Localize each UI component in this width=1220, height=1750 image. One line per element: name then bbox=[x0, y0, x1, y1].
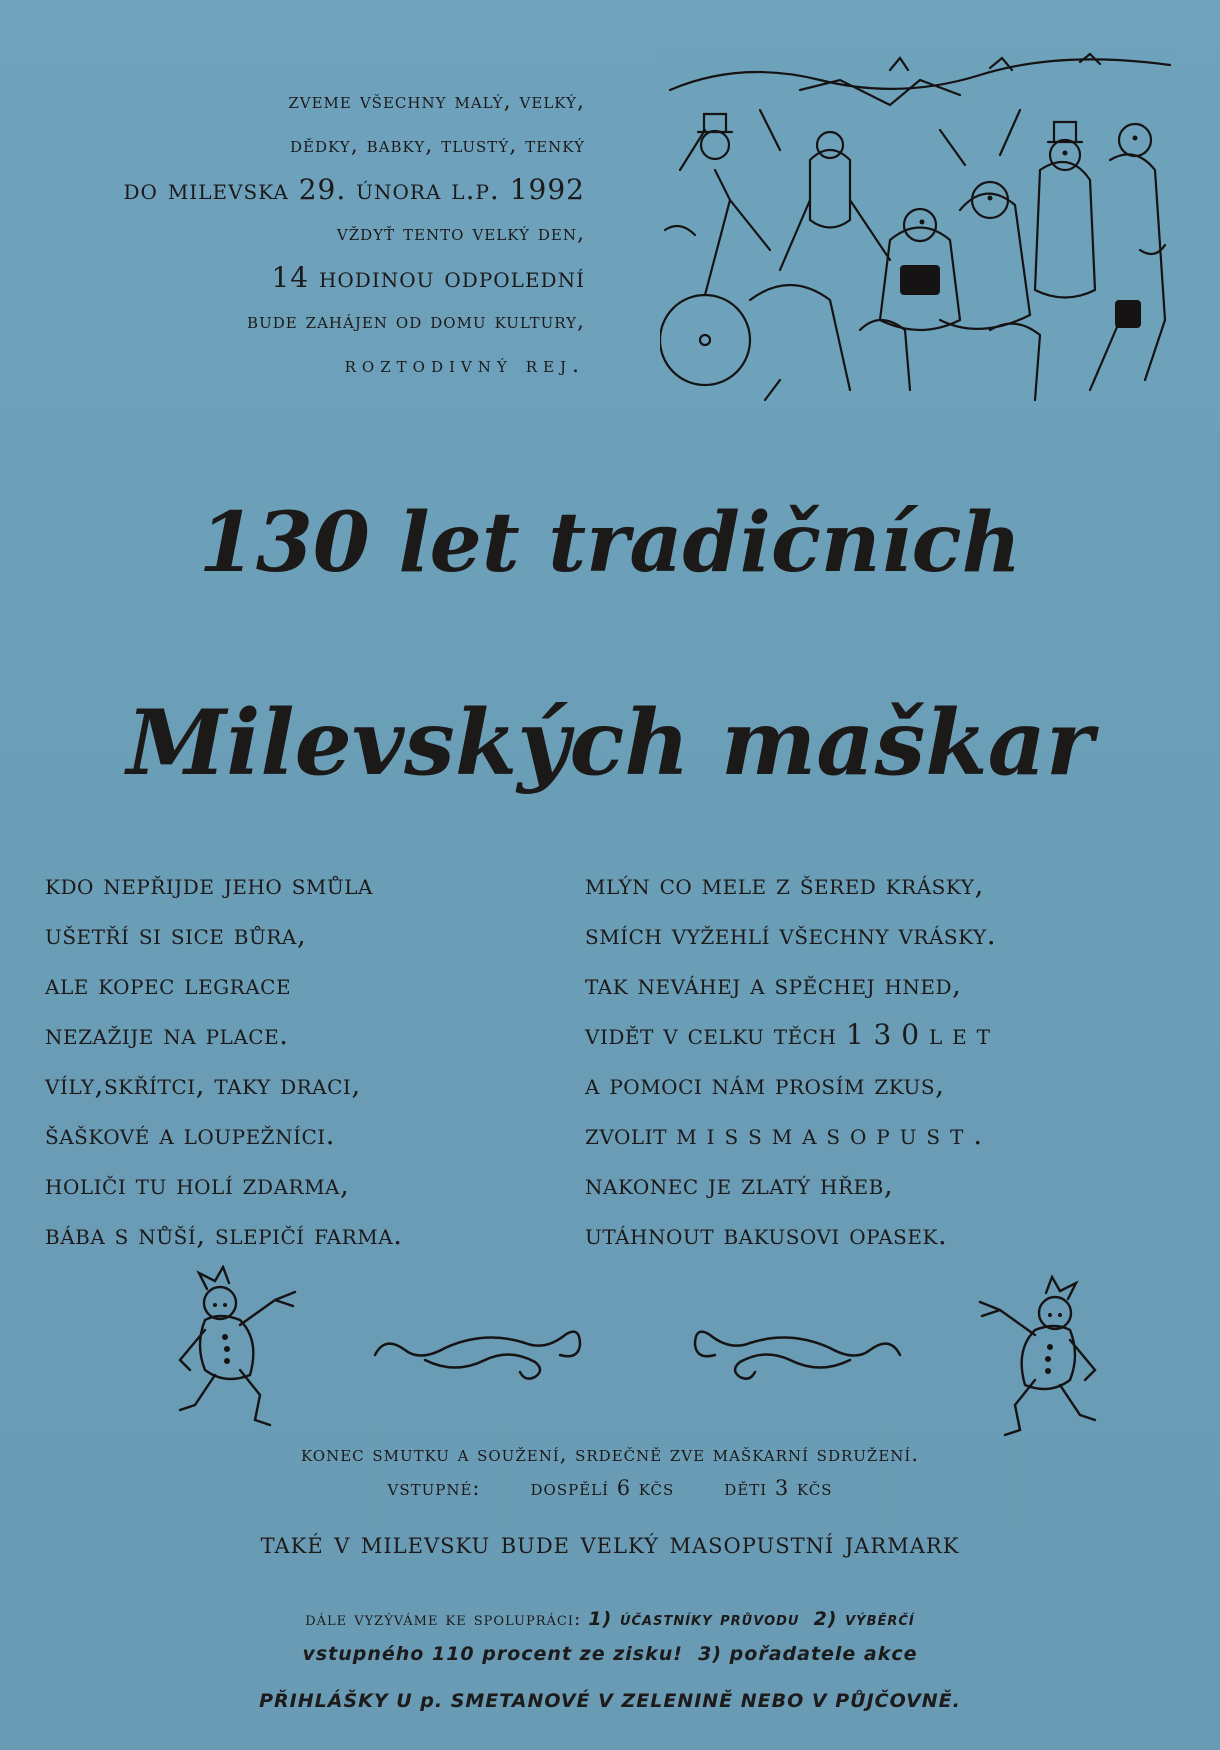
intro-line-6: bude zahájen od domu kultury, bbox=[247, 309, 585, 334]
intro-line-5: 14 hodinou odpolední bbox=[271, 261, 585, 294]
admission-label: vstupné: bbox=[387, 1476, 481, 1500]
intro-line-3: do milevska 29. února l.p. 1992 bbox=[123, 173, 585, 206]
verse-line: zvolit m i s s m a s o p u s t . bbox=[585, 1118, 983, 1151]
verse-line: vidět v celku těch 1 3 0 l e t bbox=[585, 1018, 991, 1051]
verse-line: ušetří si sice bůra, bbox=[45, 918, 307, 951]
intro-line-7: roztodivný rej. bbox=[344, 353, 585, 378]
verse-line: holiči tu holí zdarma, bbox=[45, 1168, 350, 1201]
verse-left-column bbox=[45, 860, 565, 1260]
closing-invitation: konec smutku a soužení, srdečně zve maškarní sdružení. bbox=[301, 1442, 919, 1466]
verse-line: nakonec je zlatý hřeb, bbox=[585, 1168, 894, 1201]
verse-line: smích vyžehlí všechny vrásky. bbox=[585, 918, 997, 951]
market-announcement: také v milevsku bude velký masopustní jarmark bbox=[260, 1526, 960, 1561]
admission-prices bbox=[0, 1476, 1220, 1500]
cooperation-item-3: 3) pořadatele akce bbox=[698, 1643, 918, 1665]
signup-info: PŘIHLÁŠKY U p. SMETANOVÉ V ZELENINĚ NEBO V PŮJČOVNĚ. bbox=[259, 1690, 961, 1712]
verse-line: kdo nepřijde jeho smůla bbox=[45, 868, 373, 901]
admission-adults: dospělí 6 kčs bbox=[530, 1476, 675, 1500]
verse-line: utáhnout bakusovi opasek. bbox=[585, 1218, 948, 1251]
verse-line: tak neváhej a spěchej hned, bbox=[585, 968, 962, 1001]
admission-children: děti 3 kčs bbox=[724, 1476, 833, 1500]
jester-drummer-icon bbox=[960, 1275, 1110, 1440]
intro-text bbox=[40, 80, 585, 388]
cooperation-line-2 bbox=[0, 1643, 1220, 1665]
scroll-flourish-icon bbox=[690, 1325, 910, 1385]
cooperation-intro: dále vyzýváme ke spolupráci: bbox=[305, 1608, 582, 1630]
cooperation-item-1: 1) účastníky průvodu bbox=[588, 1608, 800, 1630]
verse-line: šaškové a loupežníci. bbox=[45, 1118, 336, 1151]
intro-line-1: zveme všechny malý, velký, bbox=[288, 89, 585, 114]
verse-line: víly,skřítci, taky draci, bbox=[45, 1068, 361, 1101]
verse-line: ale kopec legrace bbox=[45, 968, 292, 1001]
verse-line: nezažije na place. bbox=[45, 1018, 289, 1051]
intro-line-4: vždyť tento velký den, bbox=[336, 221, 585, 246]
verse-line: mlýn co mele z šered krásky, bbox=[585, 868, 984, 901]
scroll-flourish-icon bbox=[365, 1325, 585, 1385]
verse-line: bába s nůší, slepičí farma. bbox=[45, 1218, 403, 1251]
verse-line: a pomoci nám prosím zkus, bbox=[585, 1068, 945, 1101]
carnival-crowd-illustration bbox=[660, 50, 1175, 405]
headline-line-2: Milevských maškar bbox=[126, 690, 1094, 796]
cooperation-item-2b: vstupného 110 procent ze zisku! bbox=[302, 1643, 683, 1665]
headline-line-1: 130 let tradičních bbox=[198, 495, 1022, 591]
verse-right-column bbox=[585, 860, 1195, 1260]
cooperation-line bbox=[0, 1608, 1220, 1630]
cooperation-item-2: 2) výběrčí bbox=[813, 1608, 915, 1630]
intro-line-2: dědky, babky, tlustý, tenký bbox=[289, 133, 585, 158]
jester-drummer-icon bbox=[165, 1265, 315, 1430]
